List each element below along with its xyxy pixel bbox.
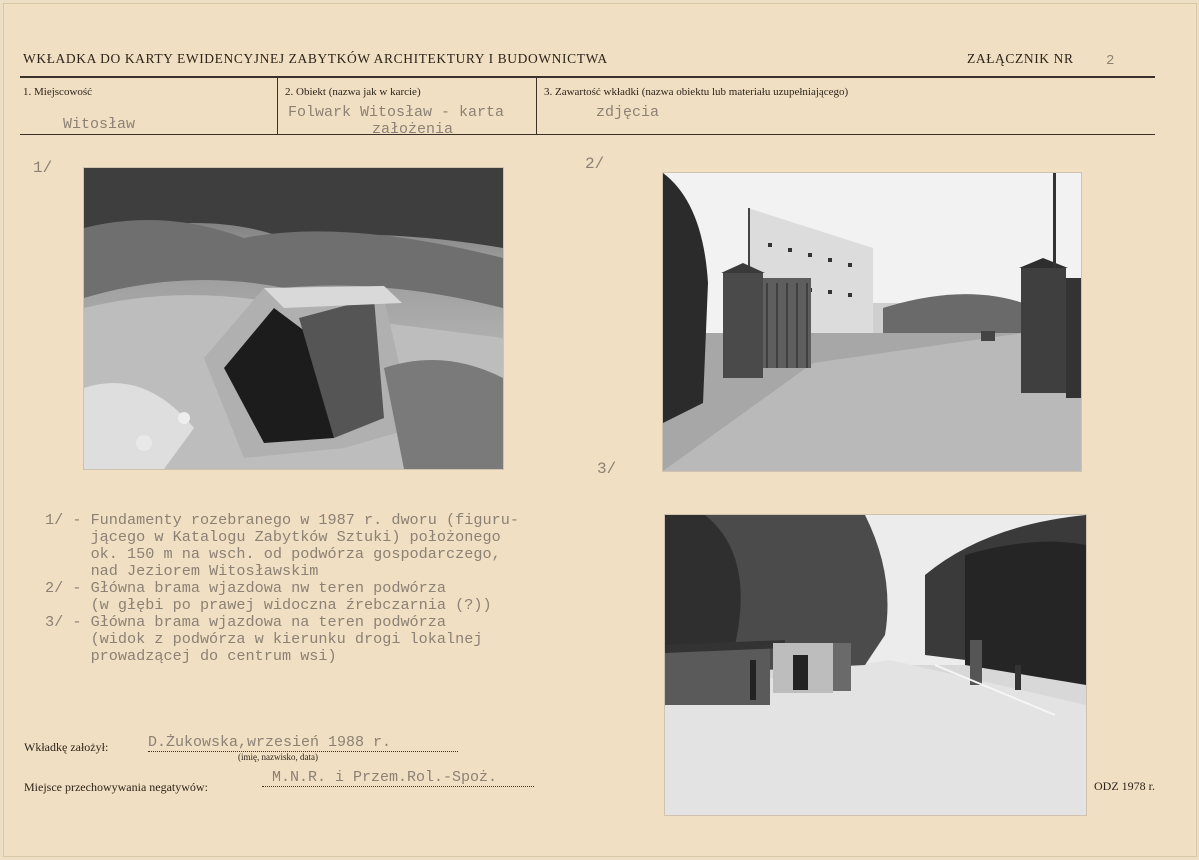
attachment-number: 2 (1106, 53, 1115, 69)
caption-line: (widok z podwórza w kierunku drogi lokalnej (45, 630, 483, 648)
field-divider-2 (536, 78, 537, 135)
photo-3-gate-view-to-road (664, 514, 1087, 816)
caption-line: jącego w Katalogu Zabytków Sztuki) położonego (45, 528, 501, 546)
photo-1-marker: 1/ (33, 159, 53, 177)
caption-line: ok. 150 m na wsch. od podwórza gospodarczego, (45, 545, 501, 563)
caption-line: (w głębi po prawej widoczna źrebczarnia (?)) (45, 596, 492, 614)
content-label: 3. Zawartość wkładki (nazwa obiektu lub materiału uzupełniającego) (544, 86, 849, 98)
photo-captions (45, 512, 519, 665)
caption-line: 3/ - Główna brama wjazdowa na teren podwórza (45, 613, 447, 631)
field-divider-1 (277, 78, 278, 135)
photo-2-marker: 2/ (585, 155, 605, 173)
content-value: zdjęcia (596, 104, 660, 121)
author-label: Wkładkę założył: (24, 740, 109, 754)
storage-label: Miejsce przechowywania negatywów: (24, 780, 208, 794)
form-title: WKŁADKA DO KARTY EWIDENCYJNEJ ZABYTKÓW ARCHITEKTURY I BUDOWNICTWA (23, 51, 608, 66)
object-label: 2. Obiekt (nazwa jak w karcie) (285, 86, 421, 98)
storage-value: M.N.R. i Przem.Rol.-Spoż. (262, 769, 534, 787)
author-hint: (imię, nazwisko, data) (238, 752, 318, 762)
object-value-line2: założenia (372, 121, 454, 134)
header-rule (20, 76, 1155, 78)
caption-line: 2/ - Główna brama wjazdowa nw teren podwórza (45, 579, 447, 597)
caption-line: prowadzącej do centrum wsi) (45, 647, 337, 665)
attachment-label: ZAŁĄCZNIK NR (967, 51, 1074, 66)
fields-bottom-rule (20, 134, 1155, 135)
caption-line: 1/ - Fundamenty rozebranego w 1987 r. dworu (figuru- (45, 511, 519, 529)
author-value: D.Żukowska,wrzesień 1988 r. (148, 734, 458, 752)
photo-2-main-gate-warehouse (662, 172, 1082, 472)
locality-label: 1. Miejscowość (23, 86, 93, 98)
photo-3-marker: 3/ (597, 460, 617, 478)
locality-value: Witosław (63, 116, 136, 133)
form-code: ODZ 1978 r. (1094, 779, 1155, 793)
photo-1-foundation-ruins (83, 167, 504, 470)
caption-line: nad Jeziorem Witosławskim (45, 562, 319, 580)
object-value-line1: Folwark Witosław - karta (288, 104, 505, 121)
